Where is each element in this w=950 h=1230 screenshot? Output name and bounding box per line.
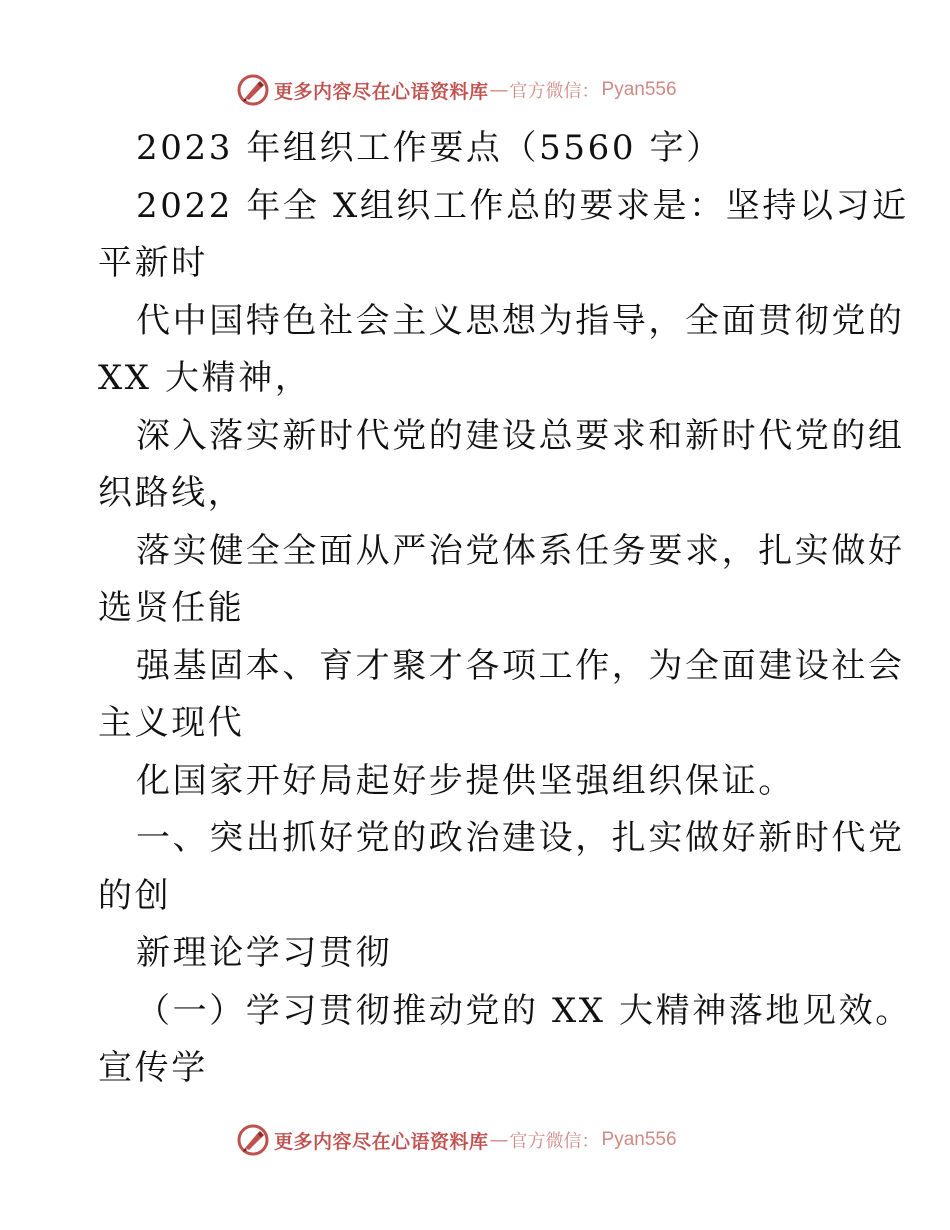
- wechat-label: 官方微信：: [509, 1131, 600, 1152]
- text-line: 选贤任能: [98, 588, 245, 628]
- promo-text: 更多内容尽在心语资料库: [274, 80, 489, 103]
- wechat-handle: Pyan556: [601, 1129, 677, 1150]
- text-line: 的创: [98, 875, 172, 916]
- document-title: 2023 年组织工作要点（5560 字）: [136, 128, 723, 168]
- text-line: 宣传学: [98, 1048, 208, 1088]
- promo-text: 更多内容尽在心语资料库: [274, 1130, 489, 1153]
- separator: —: [489, 1129, 509, 1151]
- pen-logo-icon: [236, 73, 270, 107]
- text-line: 化国家开好局起好步提供坚强组织保证。: [136, 760, 795, 801]
- text-line: 强基固本、育才聚才各项工作，为全面建设社会: [136, 645, 905, 686]
- text-line: 落实健全全面从严治党体系任务要求，扎实做好: [136, 530, 905, 571]
- text-line: 代中国特色社会主义思想为指导，全面贯彻党的: [136, 300, 905, 341]
- pen-logo-icon: [236, 1123, 270, 1157]
- text-line: 主义现代: [98, 703, 245, 743]
- separator: —: [489, 79, 509, 101]
- section-heading-line: 一、突出抓好党的政治建设，扎实做好新时代党: [136, 818, 905, 858]
- header-watermark-banner: [236, 72, 677, 108]
- document-body: [98, 120, 912, 1098]
- text-line: 新理论学习贯彻: [136, 933, 393, 973]
- subsection-heading-line: （一）学习贯彻推动党的 XX 大精神落地见效。: [136, 990, 912, 1031]
- text-line: 2022 年全 X组织工作总的要求是：坚持以习近: [136, 185, 909, 226]
- text-line: 深入落实新时代党的建设总要求和新时代党的组: [136, 415, 905, 456]
- text-line: 织路线，: [98, 473, 245, 513]
- footer-watermark-banner: [236, 1122, 677, 1158]
- text-line: 平新时: [98, 243, 208, 283]
- wechat-label: 官方微信：: [509, 81, 600, 102]
- wechat-handle: Pyan556: [601, 79, 677, 100]
- text-line: XX 大精神，: [98, 358, 312, 398]
